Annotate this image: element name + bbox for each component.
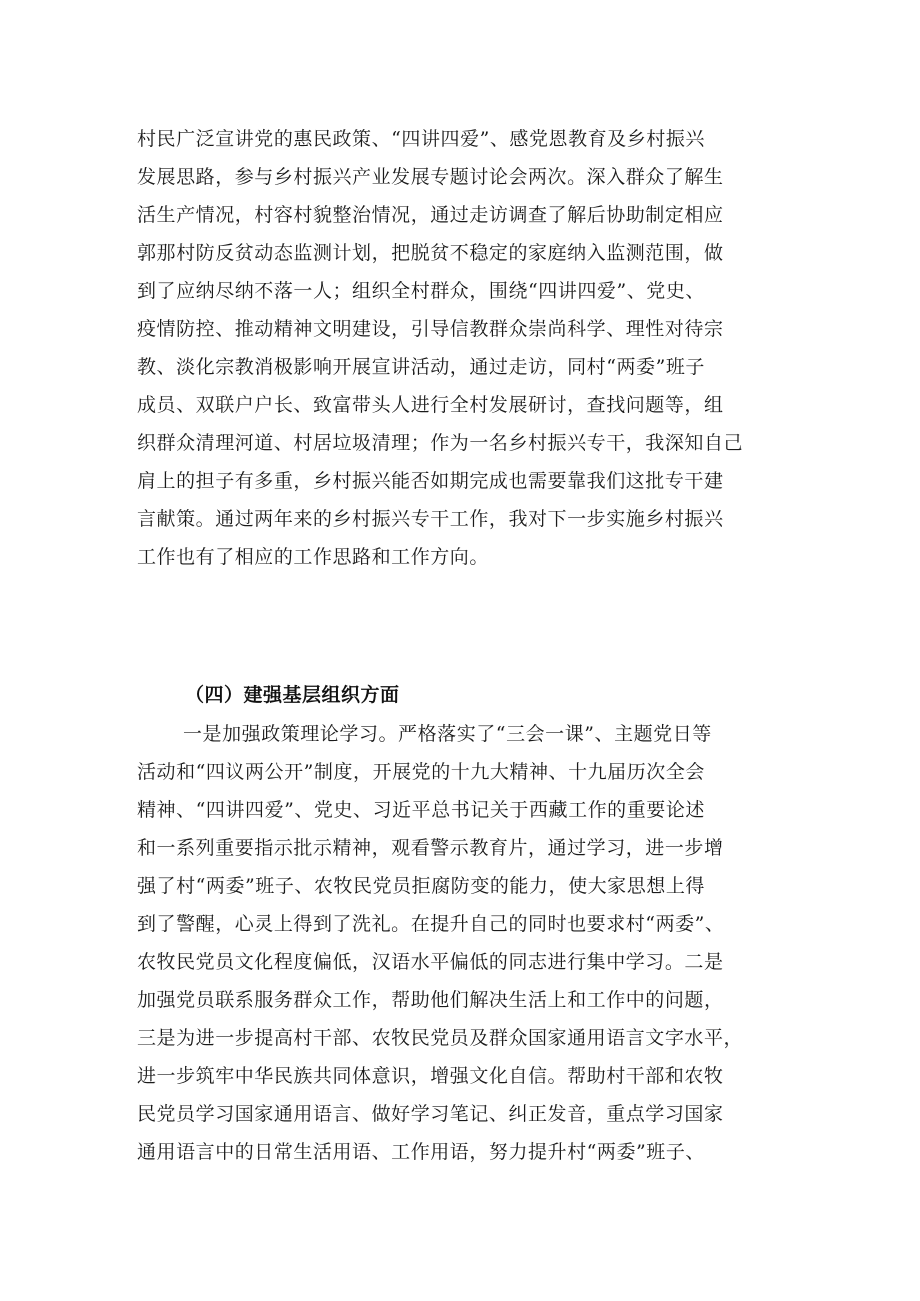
text-line: 发展思路，参与乡村振兴产业发展专题讨论会两次。深入群众了解生 [137, 166, 724, 188]
text-line: 民党员学习国家通用语言、做好学习笔记、纠正发音，重点学习国家 [137, 1103, 724, 1125]
section-four-paragraph [137, 715, 797, 1171]
section-heading: （四）建强基层组织方面 [185, 684, 400, 706]
text-line: 一是加强政策理论学习。严格落实了“三会一课”、主题党日等 [183, 723, 712, 745]
text-line: 活动和“四议两公开”制度，开展党的十九大精神、十九届历次全会 [137, 761, 705, 783]
text-line: 进一步筑牢中华民族共同体意识，增强文化自信。帮助村干部和农牧 [137, 1065, 724, 1087]
text-line: 到了应纳尽纳不落一人；组织全村群众，围绕“四讲四爱”、党史、 [137, 280, 705, 302]
text-line: 言献策。通过两年来的乡村振兴专干工作，我对下一步实施乡村振兴 [137, 508, 724, 530]
text-line: 工作也有了相应的工作思路和工作方向。 [137, 546, 489, 568]
previous-section-paragraph [137, 120, 797, 576]
text-line: 肩上的担子有多重，乡村振兴能否如期完成也需要靠我们这批专干建 [137, 470, 724, 492]
text-line: 活生产情况，村容村貌整治情况，通过走访调查了解后协助制定相应 [137, 204, 724, 226]
text-line: 农牧民党员文化程度偏低，汉语水平偏低的同志进行集中学习。二是 [137, 951, 724, 973]
text-line: 通用语言中的日常生活用语、工作用语，努力提升村“两委”班子、 [137, 1141, 705, 1163]
text-line: 村民广泛宣讲党的惠民政策、“四讲四爱”、感党恩教育及乡村振兴 [137, 128, 705, 150]
text-line: 到了警醒，心灵上得到了洗礼。在提升自己的同时也要求村“两委”、 [137, 913, 725, 935]
text-line: 和一系列重要指示批示精神，观看警示教育片，通过学习，进一步增 [137, 837, 724, 859]
text-line: 精神、“四讲四爱”、党史、习近平总书记关于西藏工作的重要论述 [137, 799, 705, 821]
text-line: 织群众清理河道、村居垃圾清理；作为一名乡村振兴专干，我深知自己 [137, 432, 744, 454]
text-line: 教、淡化宗教消极影响开展宣讲活动，通过走访，同村“两委”班子 [137, 356, 705, 378]
text-line: 强了村“两委”班子、农牧民党员拒腐防变的能力，使大家思想上得 [137, 875, 705, 897]
text-line: 加强党员联系服务群众工作，帮助他们解决生活上和工作中的问题， [137, 989, 724, 1011]
text-line: 成员、双联户户长、致富带头人进行全村发展研讨，查找问题等，组 [137, 394, 724, 416]
text-line: 郭那村防反贫动态监测计划，把脱贫不稳定的家庭纳入监测范围，做 [137, 242, 724, 264]
text-line: 疫情防控、推动精神文明建设，引导信教群众崇尚科学、理性对待宗 [137, 318, 724, 340]
text-line: 三是为进一步提高村干部、农牧民党员及群众国家通用语言文字水平， [137, 1027, 744, 1049]
